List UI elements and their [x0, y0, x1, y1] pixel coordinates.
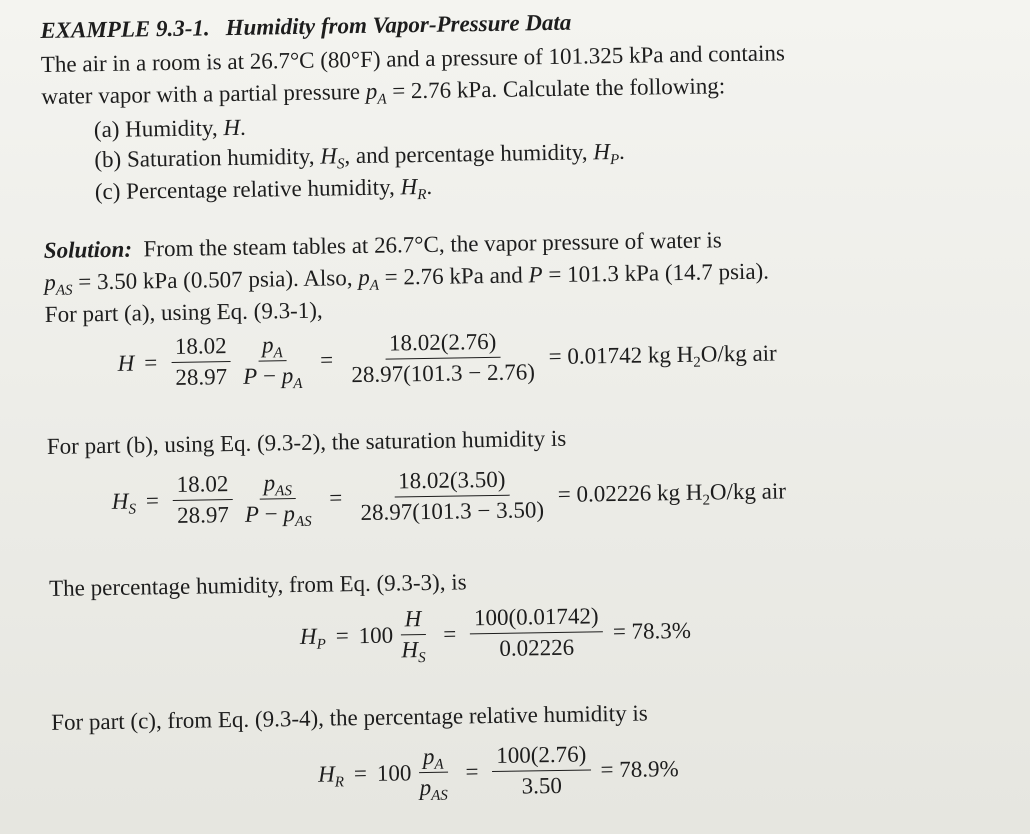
equation-saturation-humidity: $H_S$ = $\frac{18.02}{28.97}$ $\frac{p_{AS}}{P - p_{AS}}$ = $\frac{18.02(3.50)}{28.97(101.3 - 3.50)}$ = 0.02226 kg $H_2O/kg$ air — [111, 466, 787, 531]
result-percentage-humidity: = 78.3% — [612, 617, 692, 644]
result-humidity: = 0.01742 kg $H_2O/kg$ air — [548, 339, 777, 371]
result-saturation-humidity: = 0.02226 kg $H_2O/kg$ air — [557, 477, 787, 509]
equation-humidity: H = $\frac{18.02}{28.97}$ $\frac{p_A}{P - p_A}$ = $\frac{18.02(2.76)}{28.97(101.3 - 2.76)}$ = 0.01742 kg $H_2O/kg$ air — [117, 328, 777, 393]
example-content — [40, 0, 1000, 804]
percentage-humidity-text: The percentage humidity, from Eq. (9.3-3), is — [48, 569, 467, 601]
solution-line-3: For part (a), using Eq. (9.3-1), — [44, 297, 323, 327]
solution-line-1: Solution: From the steam tables at 26.7°C, the vapor pressure of water is — [43, 227, 722, 263]
solution-label: Solution: — [43, 236, 133, 263]
part-b-text: For part (b), using Eq. (9.3-2), the saturation humidity is — [46, 425, 567, 459]
part-c-text: For part (c), from Eq. (9.3-4), the percentage relative humidity is — [51, 700, 648, 735]
fraction-mw-ratio: $\frac{18.02}{28.97}$ — [171, 333, 232, 391]
equation-relative-humidity: $H_R$ = 100 $\frac{p_A}{p_{AS}}$ = $\frac{100(2.76)}{3.50}$ = 78.9% — [317, 741, 679, 804]
problem-line-1: The air in a room is at 26.7°C (80°F) and a pressure of 101.325 kPa and contains — [40, 40, 786, 77]
item-b: (b) Saturation humidity, $H_S$, and percentage humidity, $H_P$. — [94, 138, 626, 173]
equation-percentage-humidity: $H_P$ = 100 $\frac{H}{H_S}$ = $\frac{100(0.01742)}{0.02226}$ = 78.3% — [299, 603, 692, 667]
solution-line-2: $p_{AS} = 3.50$ kPa (0.507 psia). Also, $p_A = 2.76$ kPa and P = 101.3 kPa (14.7 psia). — [44, 258, 770, 299]
example-label: EXAMPLE 9.3-1. — [40, 15, 210, 43]
example-title: Humidity from Vapor-Pressure Data — [225, 9, 572, 41]
example-heading — [40, 8, 571, 46]
item-a: (a) Humidity, H. — [93, 114, 246, 143]
result-relative-humidity: = 78.9% — [600, 755, 679, 782]
fraction-numeric: $\frac{18.02(2.76)}{28.97(101.3 - 2.76)}$ — [351, 328, 536, 388]
problem-line-2: water vapor with a partial pressure $p_A = 2.76$ kPa. Calculate the following: — [41, 73, 726, 109]
item-c: (c) Percentage relative humidity, $H_R$. — [94, 173, 433, 205]
fraction-pressure-ratio: $\frac{p_A}{P - p_A}$ — [242, 332, 303, 393]
